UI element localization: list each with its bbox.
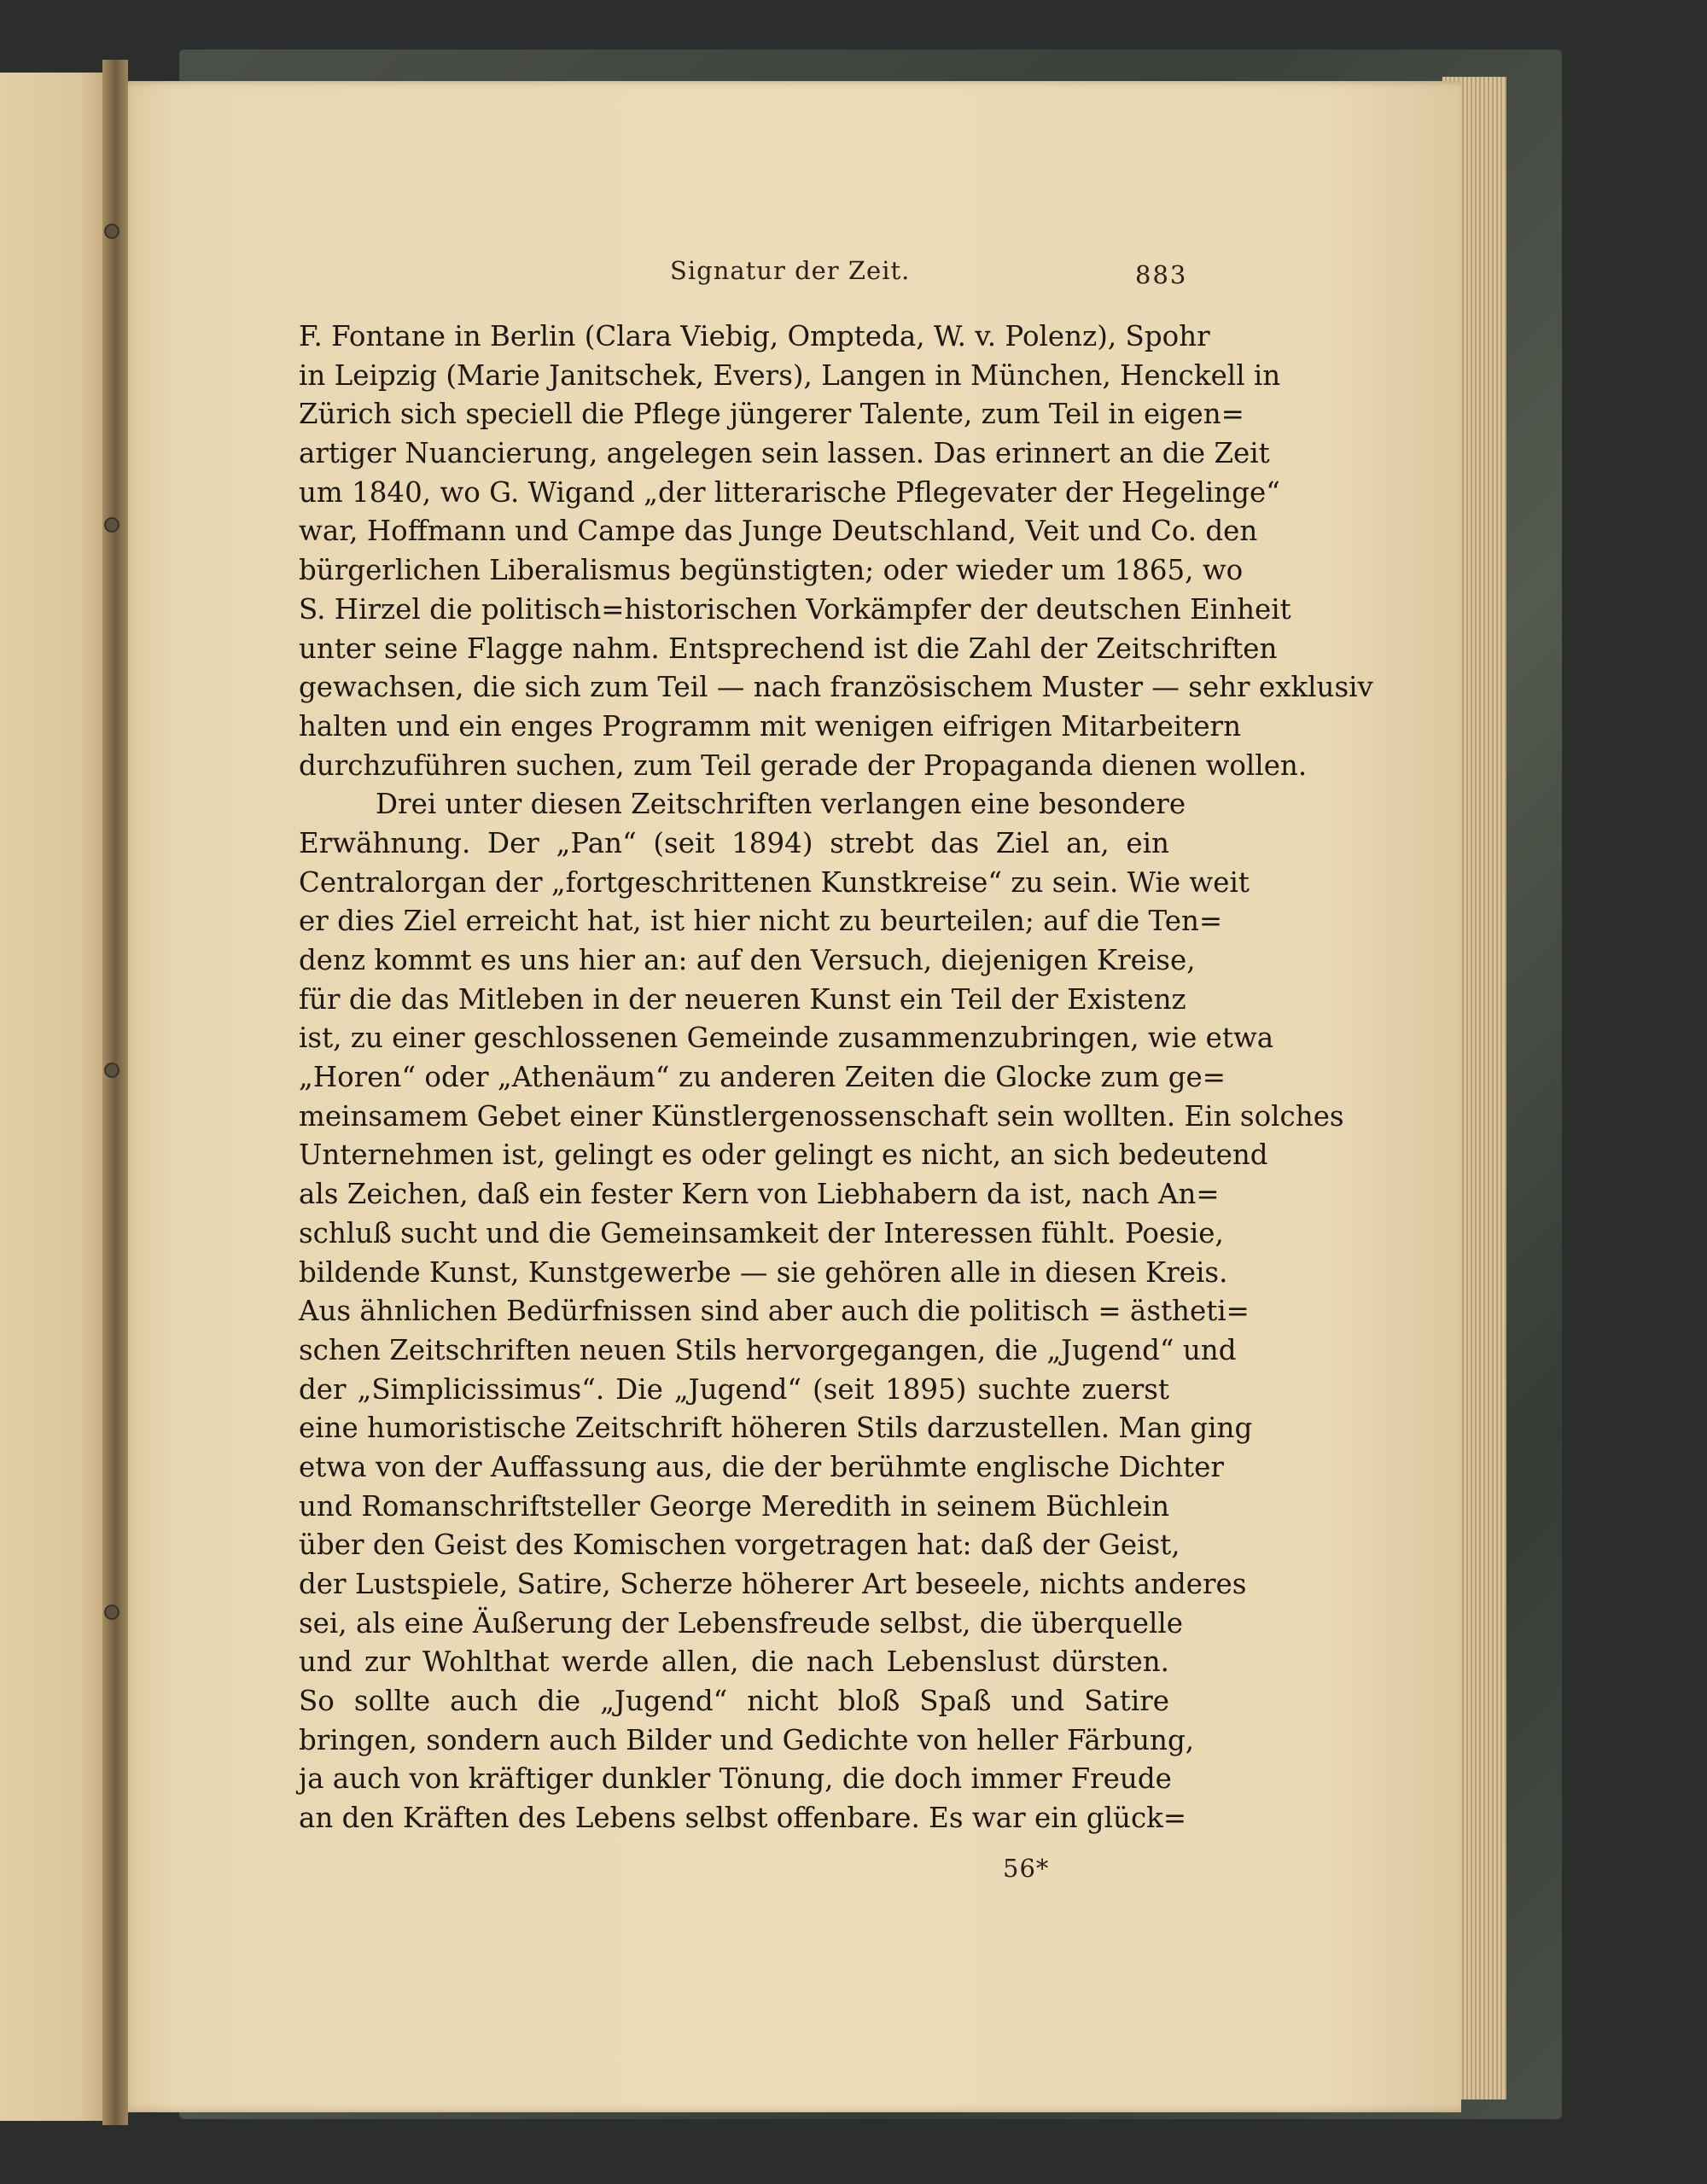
text-line: der „Simplicissimus“. Die „Jugend“ (seit 1895) suchte zuerst [299,1372,1169,1406]
text-line: und Romanschriftsteller George Meredith in seinem Büchlein [299,1489,1169,1523]
text-line: gewachsen, die sich zum Teil — nach französischem Muster — sehr exklusiv [299,671,1373,704]
text-line: „Horen“ oder „Athenäum“ zu anderen Zeiten die Glocke zum ge= [299,1061,1226,1094]
page-number: 883 [1135,260,1188,289]
text-line: S. Hirzel die politisch=historischen Vorkämpfer der deutschen Einheit [299,592,1291,626]
text-line: bringen, sondern auch Bilder und Gedichte von heller Färbung, [299,1723,1195,1756]
text-line: bürgerlichen Liberalismus begünstigten; oder wieder um 1865, wo [299,554,1244,587]
text-line: und zur Wohlthat werde allen, die nach Lebenslust dürsten. [299,1645,1169,1679]
binding-stitch [104,1063,119,1078]
text-line: über den Geist des Komischen vorgetragen hat: daß der Geist, [299,1529,1180,1562]
text-line: eine humoristische Zeitschrift höheren Stils darzustellen. Man ging [299,1412,1253,1445]
text-line: Centralorgan der „fortgeschrittenen Kunstkreise“ zu sein. Wie weit [299,865,1250,899]
text-line: ja auch von kräftiger dunkler Tönung, die doch immer Freude [299,1762,1172,1796]
text-line: war, Hoffmann und Campe das Junge Deutschland, Veit und Co. den [299,515,1258,548]
text-line: für die das Mitleben in der neueren Kunst ein Teil der Existenz [299,982,1186,1016]
text-line: an den Kräften des Lebens selbst offenbare. Es war ein glück= [299,1802,1187,1835]
binding-gutter [102,60,128,2125]
text-line: etwa von der Auffassung aus, die der berühmte englische Dichter [299,1450,1224,1483]
text-line: F. Fontane in Berlin (Clara Viebig, Ompteda, W. v. Polenz), Spohr [299,320,1210,352]
text-line: Unternehmen ist, gelingt es oder gelingt es nicht, an sich bedeutend [299,1139,1268,1172]
text-line: in Leipzig (Marie Janitschek, Evers), Langen in München, Henckell in [299,358,1281,392]
text-line: sei, als eine Äußerung der Lebensfreude selbst, die überquelle [299,1606,1183,1639]
text-line: So sollte auch die „Jugend“ nicht bloß Spaß und Satire [299,1685,1169,1718]
text-line: Drei unter diesen Zeitschriften verlangen eine besondere [376,788,1186,821]
text-line: durchzuführen suchen, zum Teil gerade der Propaganda dienen wollen. [299,748,1308,782]
text-line: er dies Ziel erreicht hat, ist hier nicht zu beurteilen; auf die Ten= [299,905,1223,938]
text-line: ist, zu einer geschlossenen Gemeinde zusammenzubringen, wie etwa [299,1022,1274,1055]
text-line: als Zeichen, daß ein fester Kern von Liebhabern da ist, nach An= [299,1178,1220,1211]
text-line: halten und ein enges Programm mit wenigen eifrigen Mitarbeitern [299,709,1242,743]
binding-stitch [104,224,119,239]
text-line: bildende Kunst, Kunstgewerbe — sie gehören alle in diesen Kreis. [299,1255,1228,1289]
binding-stitch [104,1605,119,1620]
text-line: denz kommt es uns hier an: auf den Versuch, diejenigen Kreise, [299,944,1196,976]
text-line: meinsamem Gebet einer Künstlergenossenschaft sein wollten. Ein solches [299,1099,1344,1133]
body-text [299,317,1373,1838]
previous-page-edge [0,73,113,2121]
text-line: um 1840, wo G. Wigand „der litterarische Pflegevater der Hegelinge“ [299,475,1280,509]
binding-stitch [104,517,119,533]
text-line: der Lustspiele, Satire, Scherze höherer Art beseele, nichts anderes [299,1568,1247,1600]
text-line: schluß sucht und die Gemeinsamkeit der Interessen fühlt. Poesie, [299,1216,1224,1249]
signature-mark: 56* [1003,1854,1050,1883]
text-line: schen Zeitschriften neuen Stils hervorgegangen, die „Jugend“ und [299,1333,1237,1366]
text-line: artiger Nuancierung, angelegen sein lassen. Das erinnert an die Zeit [299,437,1270,470]
text-line: unter seine Flagge nahm. Entsprechend ist die Zahl der Zeitschriften [299,632,1278,665]
text-line: Zürich sich speciell die Pflege jüngerer Talente, zum Teil in eigen= [299,398,1244,431]
text-line: Erwähnung. Der „Pan“ (seit 1894) strebt das Ziel an, ein [299,826,1169,859]
text-line: Aus ähnlichen Bedürfnissen sind aber auch die politisch = ästheti= [299,1295,1250,1328]
running-title: Signatur der Zeit. [670,256,911,285]
